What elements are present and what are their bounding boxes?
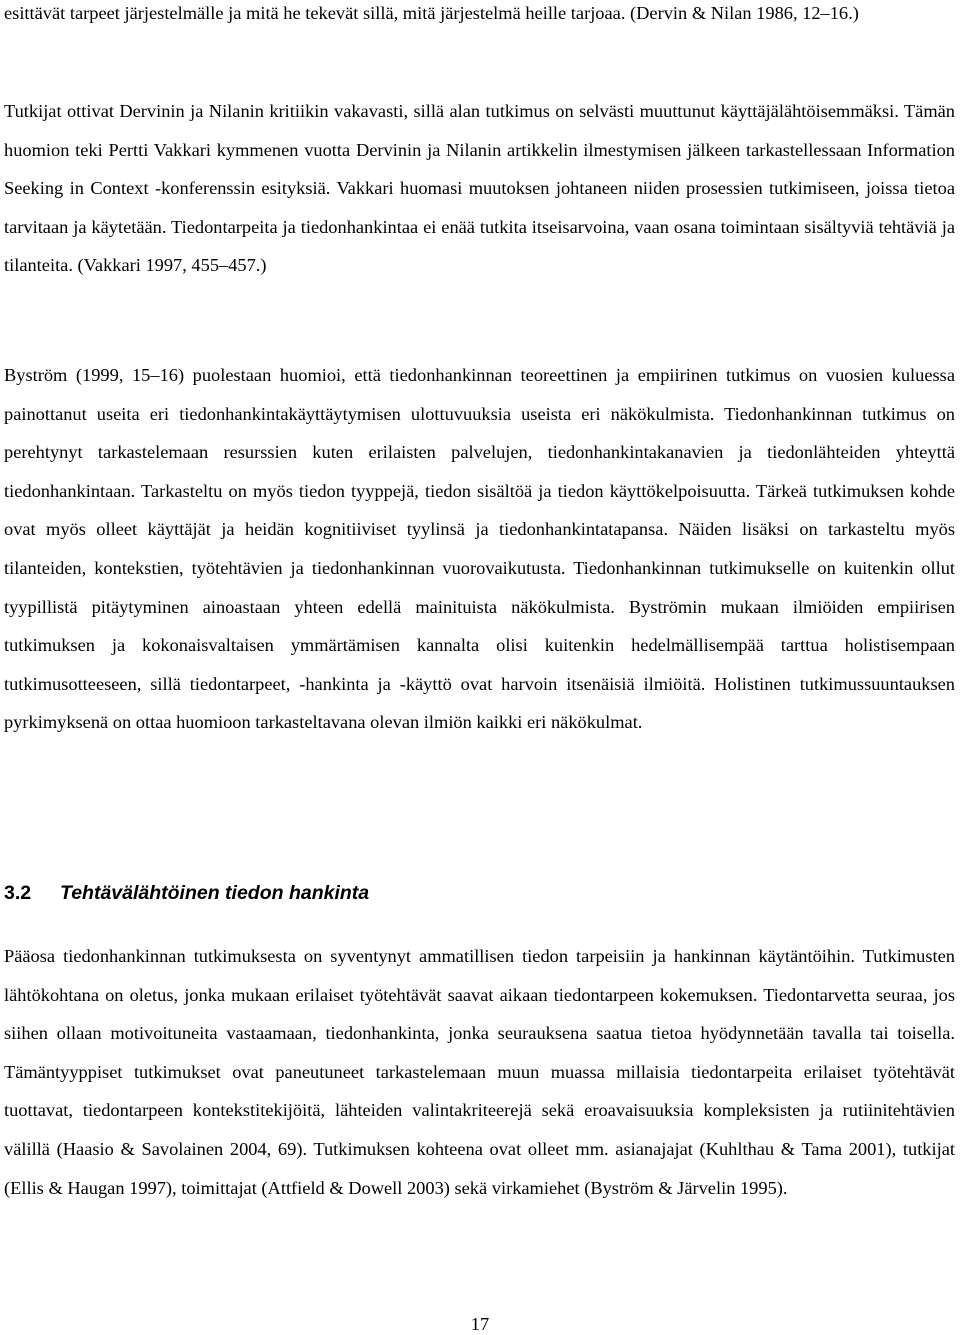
section-title: Tehtävälähtöinen tiedon hankinta: [60, 882, 370, 904]
body-paragraph: Byström (1999, 15–16) puolestaan huomioi, että tiedonhankinnan teoreettinen ja empiirinen tutkimus on vuosien kuluessa painottanut useita eri tiedonhankintakäyttäytymisen ulottuvuuksia useista eri näkökulmista. Tiedonhankinnan tutkimus on perehtynyt tarkastelemaan resurssien kuten erilaisten palvelujen, tiedonhankintakanavien ja tiedonlähteiden yhteyttä tiedonhankintaan. Tarkasteltu on myös tiedon tyyppejä, tiedon sisältöä ja tiedon käyttökelpoisuutta. Tärkeä tutkimuksen kohde ovat myös olleet käyttäjät ja heidän kognitiiviset tyylinsä ja tiedonhankintatapansa. Näiden lisäksi on tarkasteltu myös tilanteiden, kontekstien, työtehtävien ja tiedonhankinnan vuorovaikutusta. Tiedonhankinnan tutkimukselle on kuitenkin ollut tyypillistä pitäytyminen ainoastaan yhteen edellä mainituista näkökulmista. Byströmin mukaan ilmiöiden empiirisen tutkimuksen ja kokonaisvaltaisen ymmärtämisen kannalta olisi kuitenkin hedelmällisempää tarttua holistisempaan tutkimusotteeseen, sillä tiedontarpeet, -hankinta ja -käyttö ovat harvoin itsenäisiä ilmiöitä. Holistinen tutkimussuuntauksen pyrkimyksenä on ottaa huomioon tarkasteltavana olevan ilmiön kaikki eri näkökulmat.: [4, 365, 955, 733]
body-paragraph: Tutkijat ottivat Dervinin ja Nilanin kritiikin vakavasti, sillä alan tutkimus on selvästi muuttunut käyttäjälähtöisemmäksi. Tämän huomion teki Pertti Vakkari kymmenen vuotta Dervinin ja Nilanin artikkelin ilmestymisen jälkeen tarkastellessaan Information Seeking in Context -konferenssin esityksiä. Vakkari huomasi muutoksen johtaneen niiden prosessien tutkimiseen, joissa tietoa tarvitaan ja käytetään. Tiedontarpeita ja tiedonhankintaa ei enää tutkita itseisarvoina, vaan osana toimintaan sisältyviä tehtäviä ja tilanteita. (Vakkari 1997, 455–457.): [4, 101, 955, 276]
body-paragraph: esittävät tarpeet järjestelmälle ja mitä he tekevät sillä, mitä järjestelmä heille tarjoaa. (Dervin & Nilan 1986, 12–16.): [4, 3, 859, 23]
page-number: 17: [470, 1314, 490, 1334]
section-number: 3.2: [4, 882, 32, 904]
body-paragraph: Pääosa tiedonhankinnan tutkimuksesta on syventynyt ammatillisen tiedon tarpeisiin ja hankinnan käytäntöihin. Tutkimusten lähtökohtana on oletus, jonka mukaan erilaiset työtehtävät saavat aikaan tiedontarpeen kokemuksen. Tiedontarvetta seuraa, jos siihen ollaan motivoituneita vastaamaan, tiedonhankinta, jonka seurauksena saatua tietoa hyödynnetään tavalla tai toisella. Tämäntyyppiset tutkimukset ovat paneutuneet tarkastelemaan muun muassa millaisia tiedontarpeita erilaiset työtehtävät tuottavat, tiedontarpeen kontekstitekijöitä, lähteiden valintakriteerejä sekä eroavaisuuksia kompleksisten ja rutiinitehtävien välillä (Haasio & Savolainen 2004, 69). Tutkimuksen kohteena ovat olleet mm. asianajajat (Kuhlthau & Tama 2001), tutkijat (Ellis & Haugan 1997), toimittajat (Attfield & Dowell 2003) sekä virkamiehet (Byström & Järvelin 1995).: [4, 946, 955, 1198]
section-heading: [4, 879, 369, 907]
